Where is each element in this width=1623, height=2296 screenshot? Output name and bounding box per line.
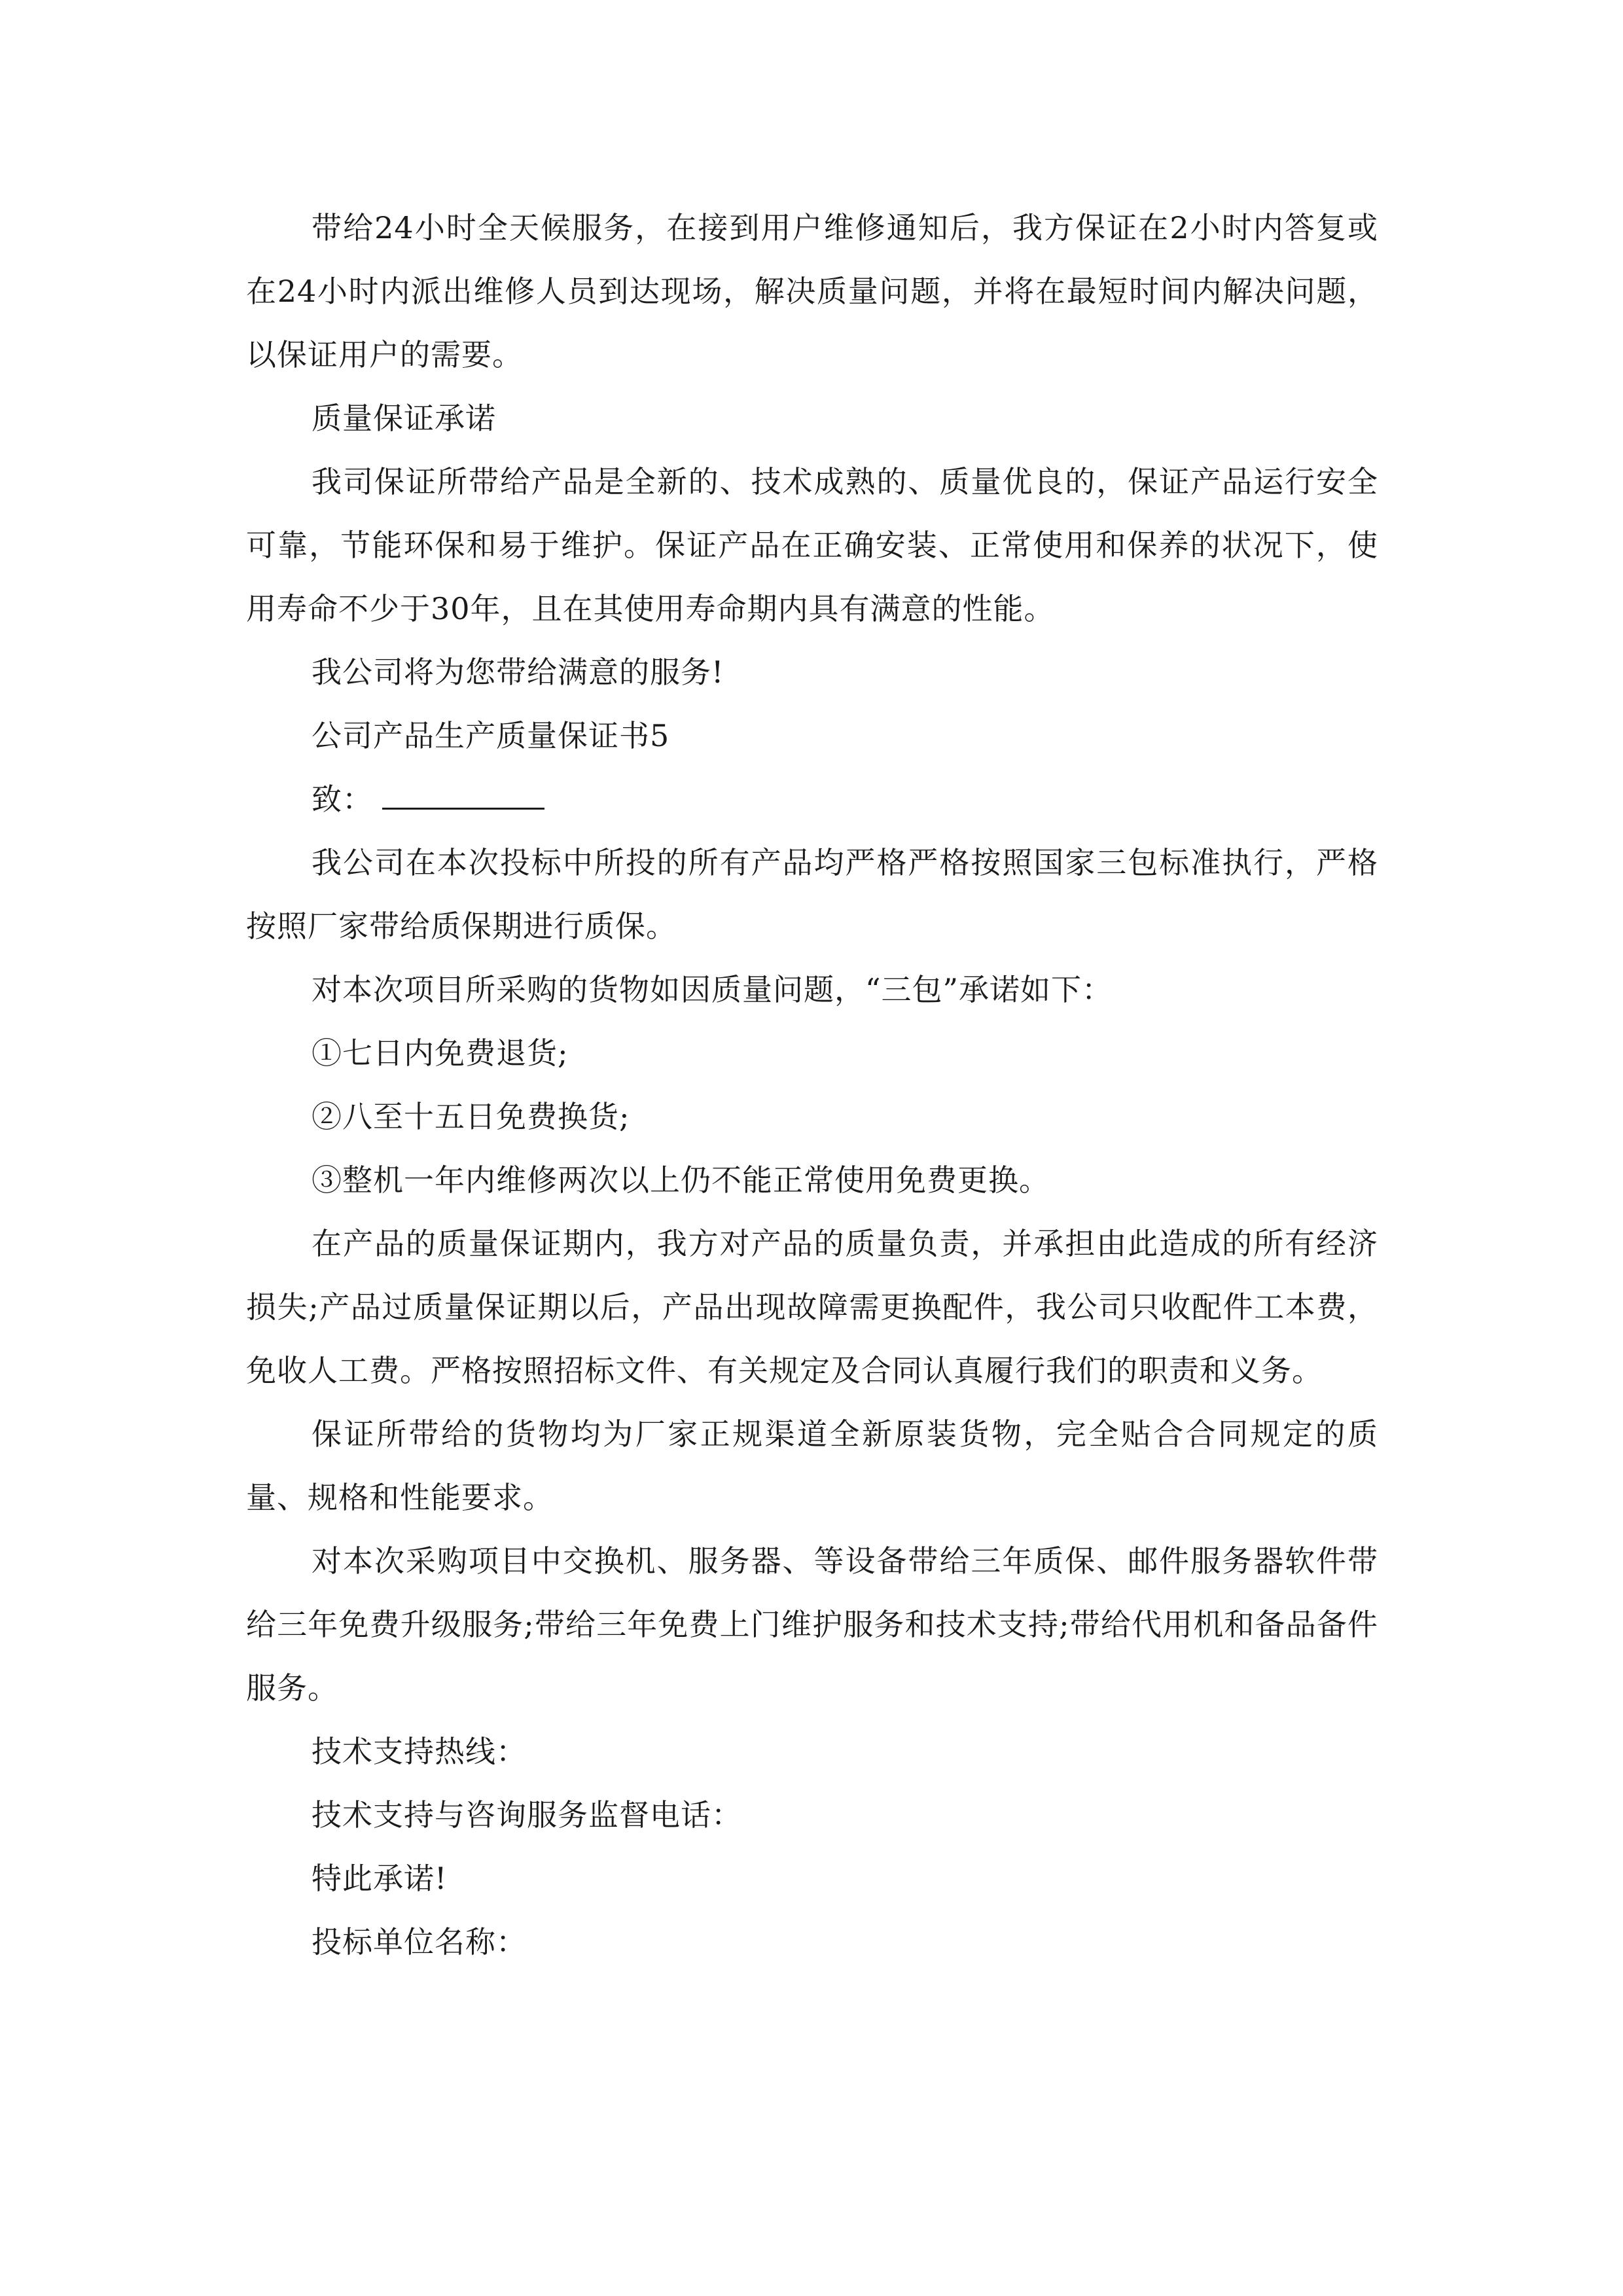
paragraph-quality-heading: 质量保证承诺 xyxy=(312,401,496,436)
document-body xyxy=(246,196,1378,1974)
paragraph-addressee xyxy=(246,768,1378,831)
addressee-label: 致： xyxy=(312,781,373,817)
paragraph-support-hotline: 技术支持热线： xyxy=(312,1734,527,1769)
paragraph-warranty-period: 在产品的质量保证期内，我方对产品的质量负责，并承担由此造成的所有经济损失;产品过质量保证期以后，产品出现故障需更换配件，我公司只收配件工本费，免收人工费。严格按照招标文件、有关规定及合同认真履行我们的职责和义务。 xyxy=(246,1226,1378,1388)
paragraph-equipment-support: 对本次采购项目中交换机、服务器、等设备带给三年质保、邮件服务器软件带给三年免费升级服务;带给三年免费上门维护服务和技术支持;带给代用机和备品备件服务。 xyxy=(246,1543,1378,1706)
paragraph-quality-commitment: 我司保证所带给产品是全新的、技术成熟的、质量优良的，保证产品运行安全可靠，节能环保和易于维护。保证产品在正确安装、正常使用和保养的状况下，使用寿命不少于30年，且在其使用寿命期内具有满意的性能。 xyxy=(246,464,1378,626)
addressee-blank-line xyxy=(382,772,544,810)
list-item-exchange: ②八至十五日免费换货; xyxy=(312,1099,630,1134)
paragraph-satisfied-service: 我公司将为您带给满意的服务! xyxy=(312,655,724,690)
paragraph-section-title: 公司产品生产质量保证书5 xyxy=(312,718,670,753)
paragraph-three-guarantees-intro: 对本次项目所采购的货物如因质量问题，“三包”承诺如下： xyxy=(312,972,1113,1007)
paragraph-three-guarantees-standard: 我公司在本次投标中所投的所有产品均严格严格按照国家三包标准执行，严格按照厂家带给质保期进行质保。 xyxy=(246,845,1378,944)
paragraph-genuine-goods: 保证所带给的货物均为厂家正规渠道全新原装货物，完全贴合合同规定的质量、规格和性能要求。 xyxy=(246,1416,1378,1515)
paragraph-service-response: 带给24小时全天候服务，在接到用户维修通知后，我方保证在2小时内答复或在24小时内派出维修人员到达现场，解决质量问题，并将在最短时间内解决问题，以保证用户的需要。 xyxy=(246,210,1378,372)
list-item-replacement: ③整机一年内维修两次以上仍不能正常使用免费更换。 xyxy=(312,1162,1050,1198)
paragraph-bidder-name: 投标单位名称： xyxy=(312,1924,527,1960)
paragraph-supervision-phone: 技术支持与咨询服务监督电话： xyxy=(312,1797,742,1833)
paragraph-hereby-commit: 特此承诺! xyxy=(312,1861,448,1896)
list-item-return: ①七日内免费退货; xyxy=(312,1035,569,1071)
